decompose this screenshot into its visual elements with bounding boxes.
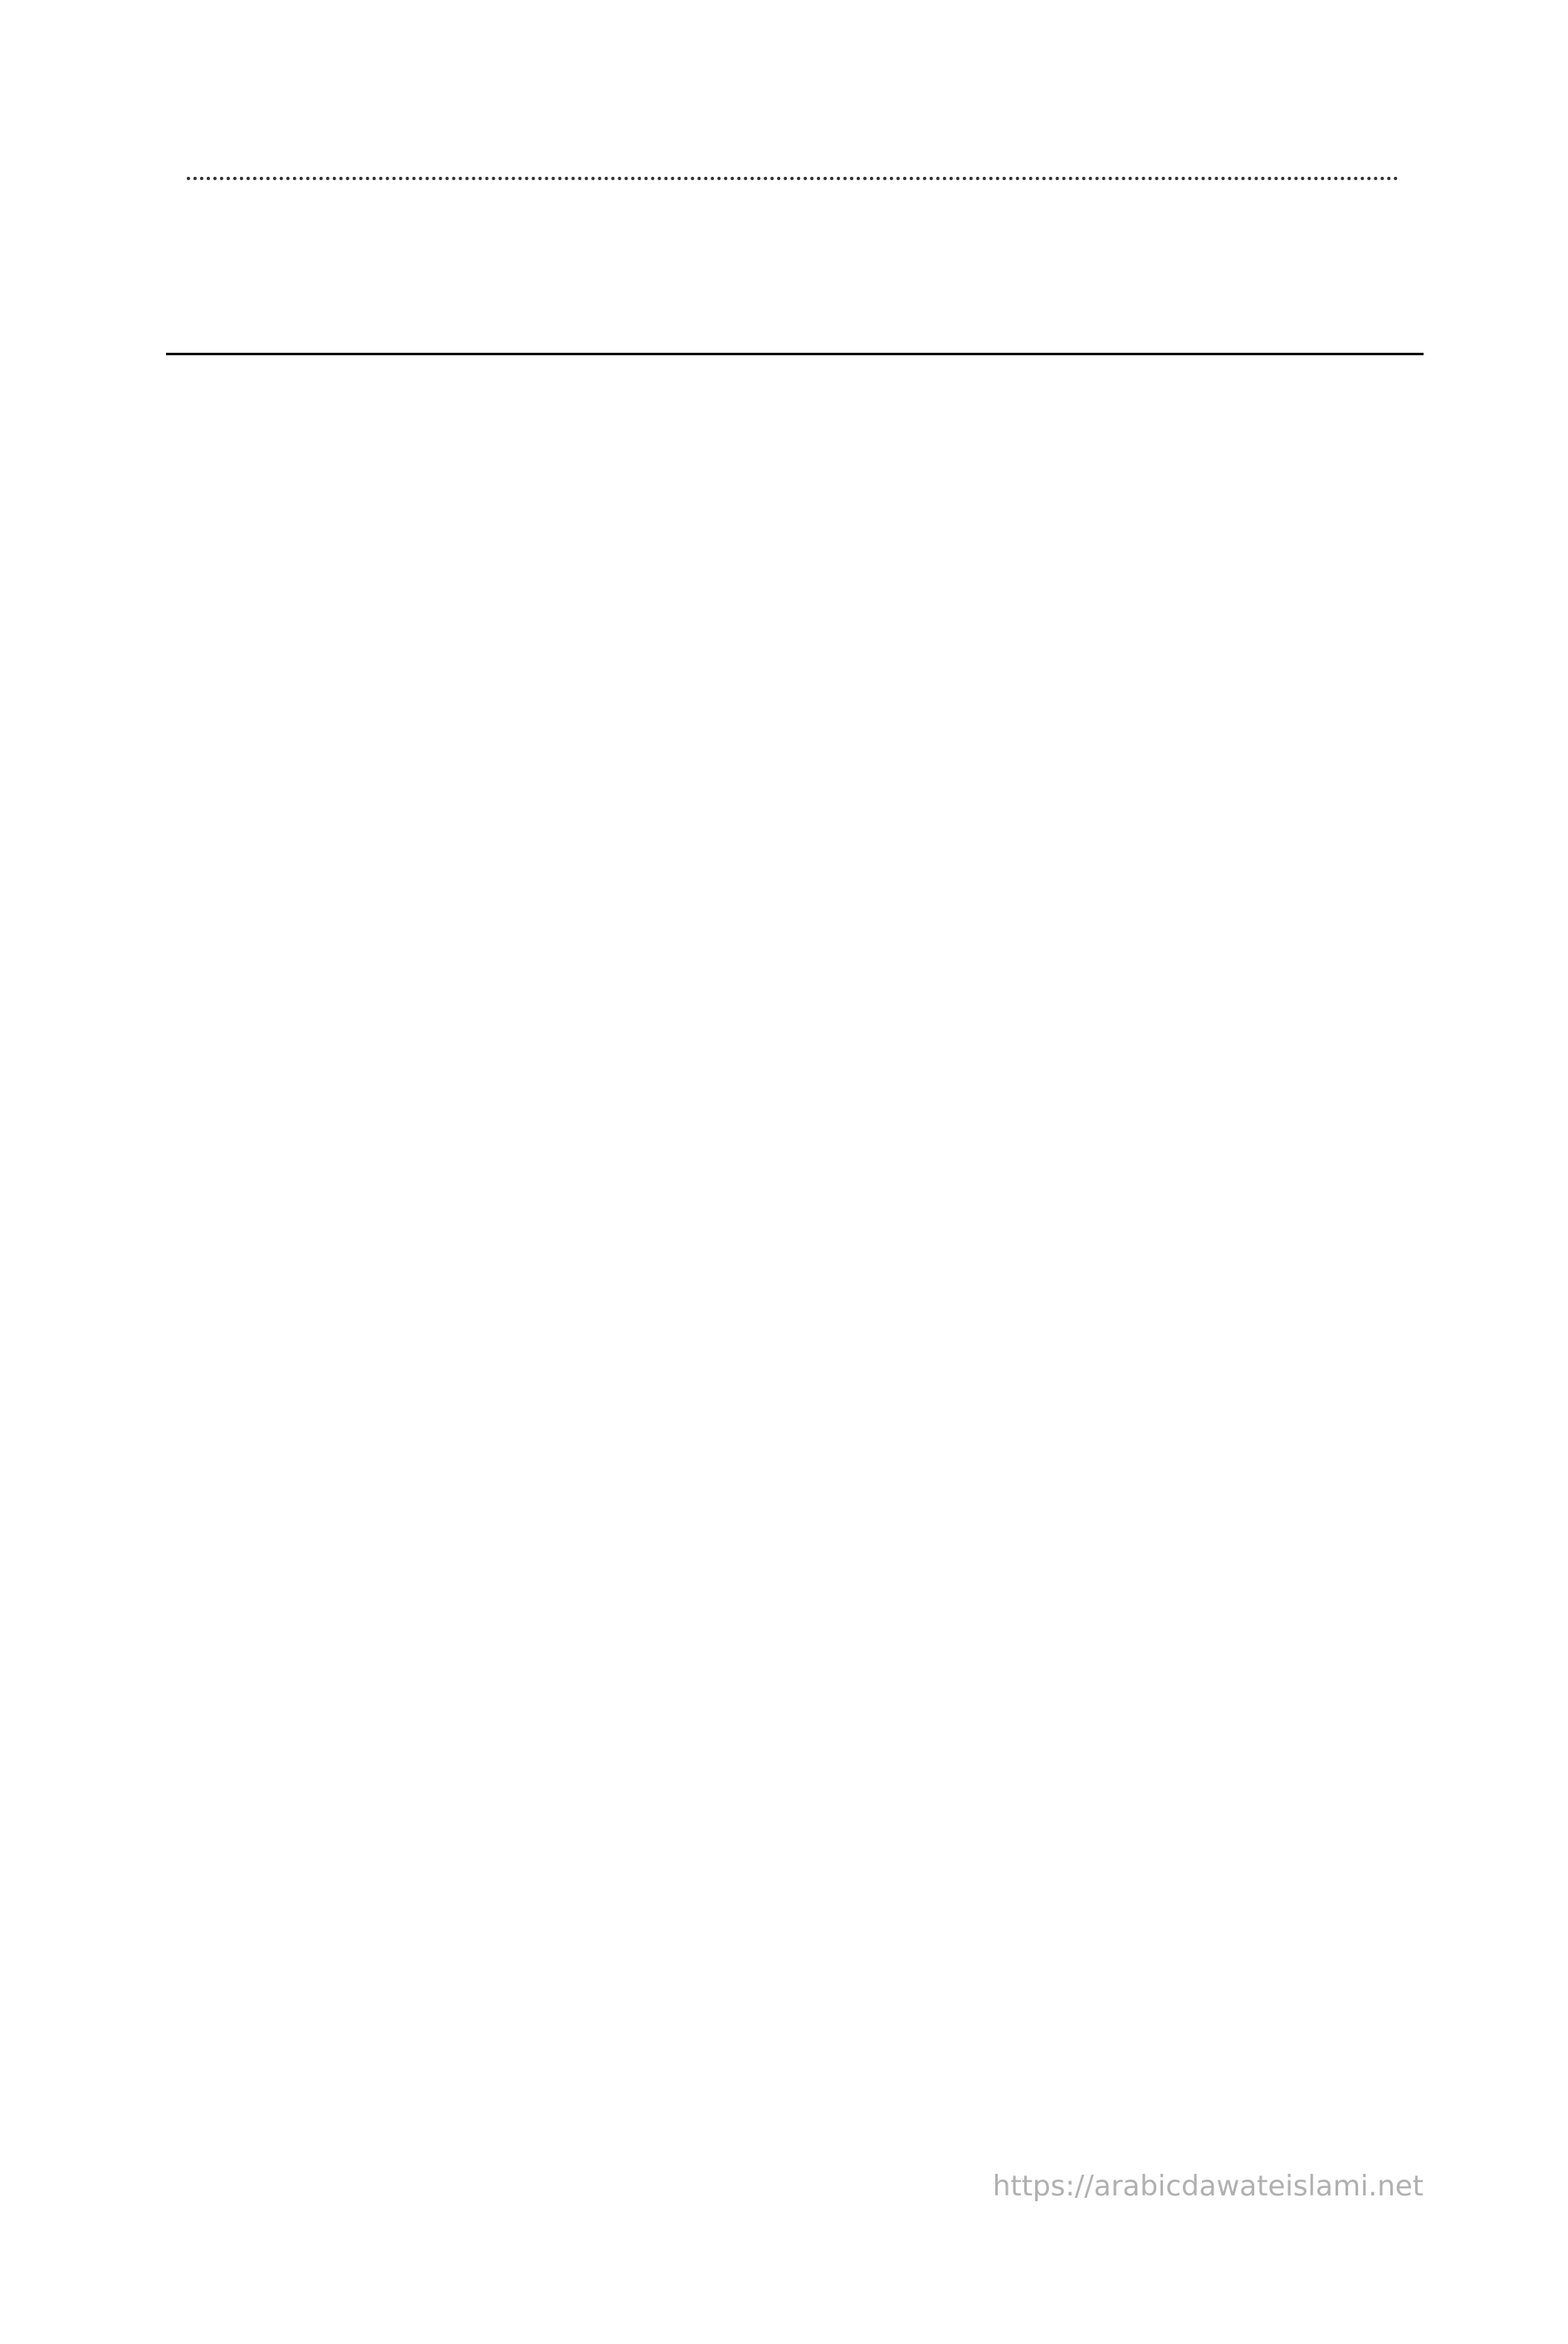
section-heading [162, 681, 1424, 739]
footnote-paragraph [162, 378, 1424, 701]
body-paragraph [162, 755, 1424, 2191]
header-leader-dots [187, 177, 1399, 180]
watermark-url: https://arabicdawateislami.net [992, 2170, 1424, 2203]
running-header [162, 141, 1424, 199]
footnote-divider [166, 353, 1424, 355]
main-text-top-line [162, 257, 1424, 315]
